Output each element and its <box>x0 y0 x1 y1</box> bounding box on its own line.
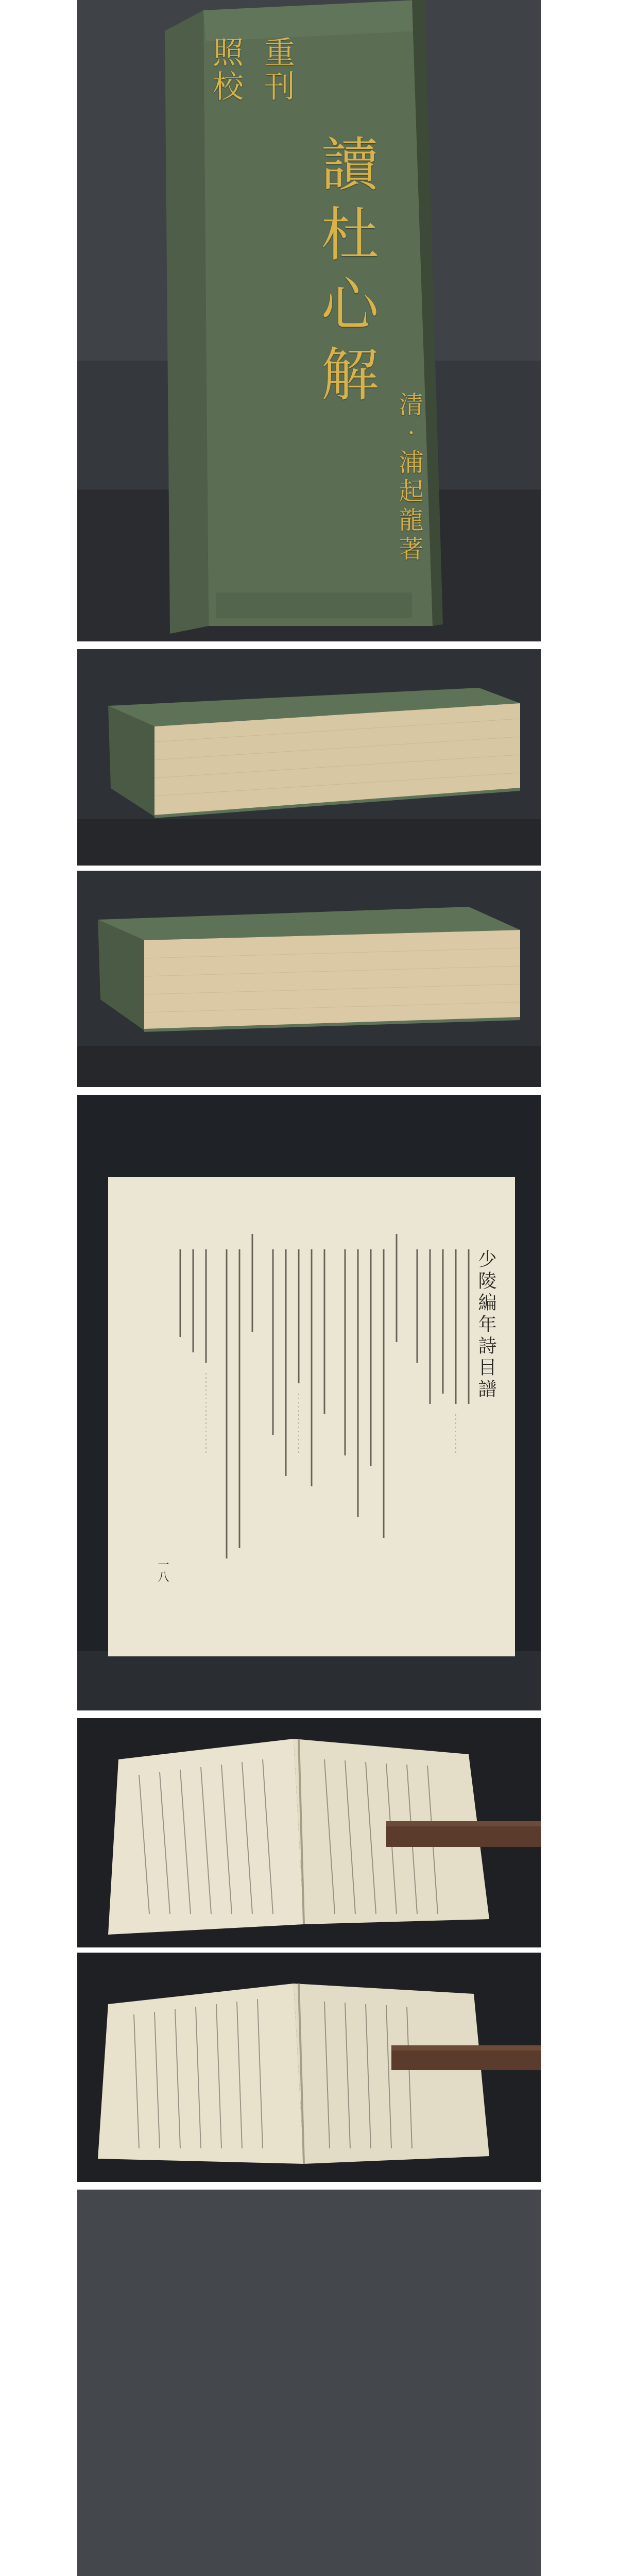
book-flat-2-graphic <box>77 871 541 1087</box>
photo-front-cover <box>77 2190 541 2576</box>
book-flat-1-graphic <box>77 649 541 866</box>
photo-contents-page <box>77 1095 541 1710</box>
photo-book-flat-2 <box>77 871 541 1087</box>
contents-page-graphic <box>77 1095 541 1710</box>
photo-book-open-2 <box>77 1953 541 2182</box>
contents-heading: 少陵編年詩目譜 <box>475 1249 496 1401</box>
book-open-1-graphic <box>77 1718 541 1947</box>
photo-spine <box>77 0 541 641</box>
spine-series-left: 照校 <box>208 36 244 104</box>
spine-title: 讀杜心解 <box>312 134 379 414</box>
book-open-2-graphic <box>77 1953 541 2182</box>
spine-series-right: 重刊 <box>259 36 295 104</box>
contents-page-number: 一八 <box>156 1558 169 1583</box>
spine-author: 清‧浦起龍著 <box>394 392 423 565</box>
front-cover-graphic <box>77 2190 541 2576</box>
photo-book-flat-1 <box>77 649 541 866</box>
photo-book-open-1 <box>77 1718 541 1947</box>
